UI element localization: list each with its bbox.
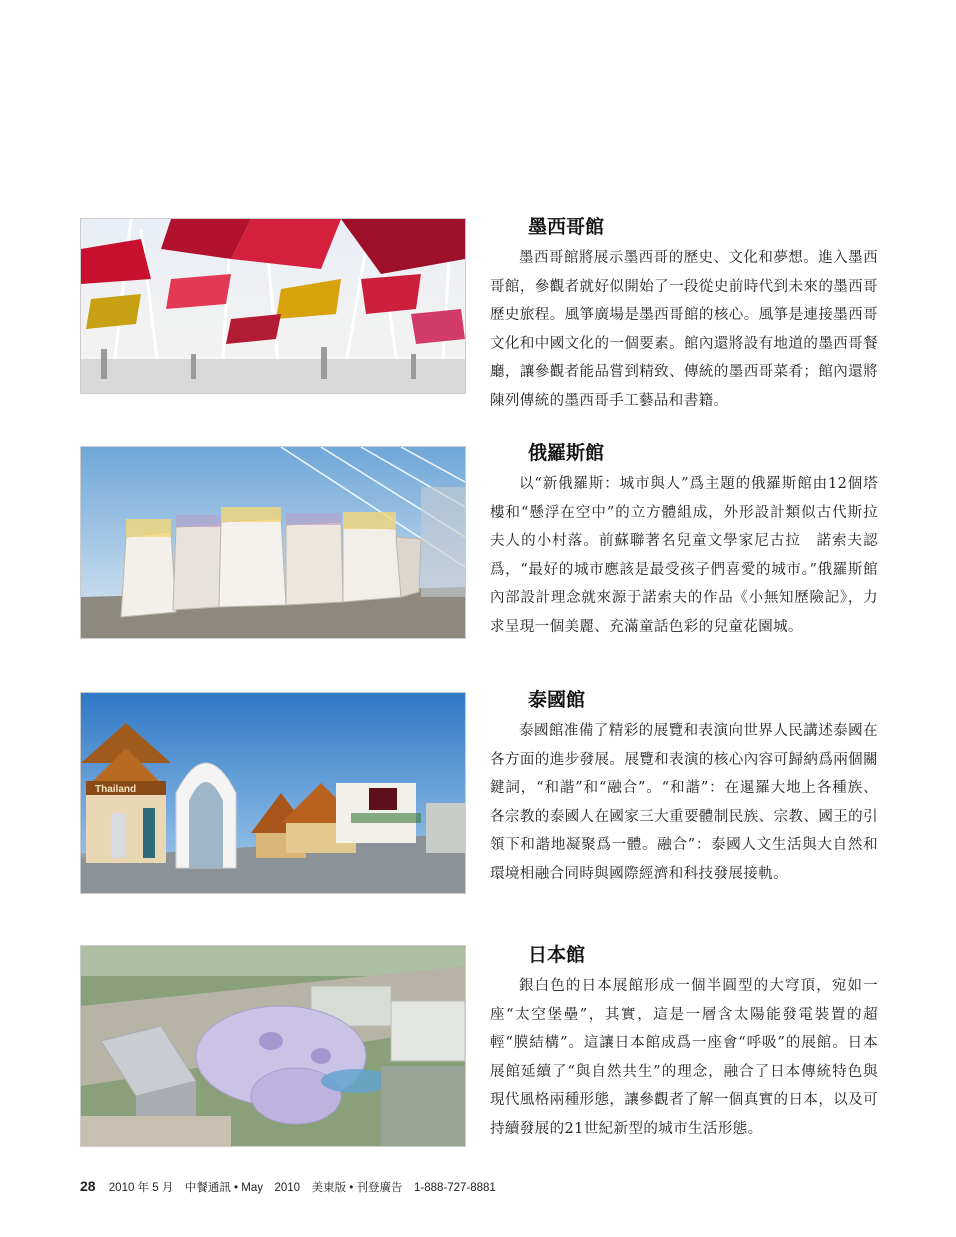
page-footer bbox=[80, 1178, 496, 1195]
section-body: 泰國館准備了精彩的展覽和表演向世界人民講述泰國在各方面的進步發展。展覽和表演的核心內容可歸納爲兩個關鍵詞，“和諧”和“融合”。“和諧”：在暹羅大地上各種族、各宗教的泰國人在國家三大重要體制民族、宗教、國王的引領下和諧地凝聚爲一體。融合”：泰國人文生活與大自然和環境相融合同時與國際經濟和科技發展接軌。 bbox=[490, 723, 878, 882]
section-body: 銀白色的日本展館形成一個半圓型的大穹頂，宛如一座“太空堡壘”，其實，這是一層含太陽能發電裝置的超輕“膜結構”。這讓日本館成爲一座會“呼吸”的展館。日本展館延續了“與自然共生”的理念，融合了日本傳統特色與現代風格兩種形態，讓參觀者了解一個真實的日本，以及可持續發展的21世紀新型的城市生活形態。 bbox=[490, 978, 878, 1137]
section-title: 泰國館 bbox=[528, 689, 586, 711]
section-body: 墨西哥館將展示墨西哥的歷史、文化和夢想。進入墨西哥館，參觀者就好似開始了一段從史前時代到未來的墨西哥歷史旅程。風箏廣場是墨西哥館的核心。風箏是連接墨西哥文化和中國文化的一個要素。館內還將設有地道的墨西哥餐廳，讓參觀者能品嘗到精致、傳統的墨西哥菜肴；館內還將陳列傳統的墨西哥手工藝品和書籍。 bbox=[490, 250, 878, 409]
page-number: 28 bbox=[80, 1178, 96, 1194]
japan-pavilion-photo bbox=[80, 945, 466, 1147]
section-title: 俄羅斯館 bbox=[528, 442, 605, 464]
russia-pavilion-photo bbox=[80, 446, 466, 639]
thailand-pavilion-photo bbox=[80, 692, 466, 894]
thailand-text bbox=[490, 687, 878, 888]
russia-text bbox=[490, 440, 878, 641]
mexico-pavilion-photo bbox=[80, 218, 466, 394]
section-title: 日本館 bbox=[528, 944, 586, 966]
thailand-sign: Thailand bbox=[95, 784, 137, 795]
section-title: 墨西哥館 bbox=[528, 216, 605, 238]
mexico-text bbox=[490, 214, 878, 415]
section-body: 以“新俄羅斯：城市與人”爲主題的俄羅斯館由12個塔樓和“懸浮在空中”的立方體組成，外形設計類似古代斯拉夫人的小村落。前蘇聯著名兒童文學家尼古拉 諾索夫認爲，“最好的城市應該是最受孩子們喜愛的城市。”俄羅斯館內部設計理念就來源于諾索夫的作品《小無知歷險記》，力求呈現一個美麗、充滿童話色彩的兒童花園城。 bbox=[490, 476, 878, 635]
japan-text bbox=[490, 942, 878, 1143]
footer-text: 2010 年 5 月 中餐通訊 • May 2010 美東版 • 刊登廣告 1-888-727-8881 bbox=[108, 1182, 496, 1194]
